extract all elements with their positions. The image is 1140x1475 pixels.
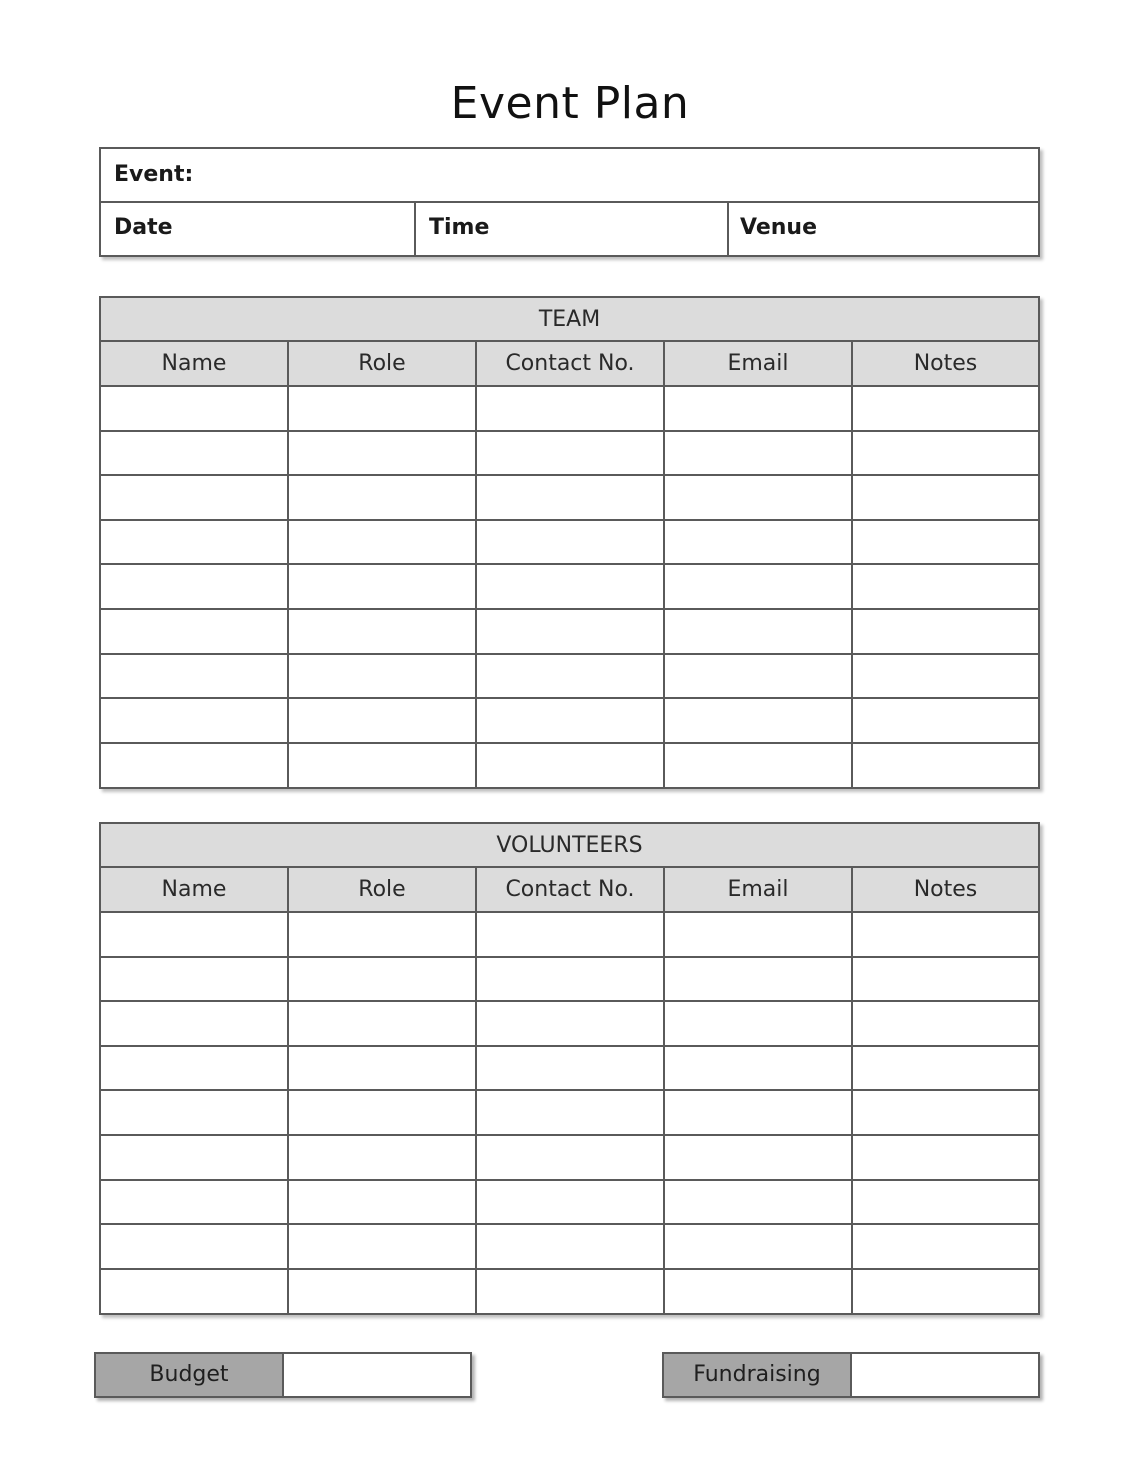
cell-contact[interactable] xyxy=(477,699,665,742)
cell-email[interactable] xyxy=(665,1047,853,1090)
cell-email[interactable] xyxy=(665,1225,853,1268)
column-header-notes: Notes xyxy=(913,877,978,902)
fundraising-field[interactable] xyxy=(852,1354,1038,1396)
cell-name[interactable] xyxy=(101,432,289,475)
event-label: Event: xyxy=(114,162,194,187)
cell-name[interactable] xyxy=(101,958,289,1001)
table-row xyxy=(101,610,1038,655)
cell-notes[interactable] xyxy=(853,565,1038,608)
cell-notes[interactable] xyxy=(853,1225,1038,1268)
column-header-email: Email xyxy=(665,868,853,911)
cell-notes[interactable] xyxy=(853,958,1038,1001)
cell-contact[interactable] xyxy=(477,1136,665,1179)
cell-notes[interactable] xyxy=(853,610,1038,653)
budget-label: Budget xyxy=(96,1354,284,1396)
cell-name[interactable] xyxy=(101,1091,289,1134)
cell-role[interactable] xyxy=(289,958,477,1001)
cell-contact[interactable] xyxy=(477,1225,665,1268)
column-header-role: Role xyxy=(289,342,477,385)
team-header-row xyxy=(101,342,1038,387)
column-header-notes: Notes xyxy=(913,351,978,376)
cell-name[interactable] xyxy=(101,387,289,430)
venue-label: Venue xyxy=(740,215,817,240)
cell-role[interactable] xyxy=(289,1091,477,1134)
cell-email[interactable] xyxy=(665,1136,853,1179)
table-row xyxy=(101,1091,1038,1136)
cell-role[interactable] xyxy=(289,1002,477,1045)
table-row xyxy=(101,1136,1038,1181)
cell-name[interactable] xyxy=(101,655,289,698)
table-row xyxy=(101,1002,1038,1047)
cell-email[interactable] xyxy=(665,958,853,1001)
cell-email[interactable] xyxy=(665,699,853,742)
cell-contact[interactable] xyxy=(477,913,665,956)
cell-name[interactable] xyxy=(101,610,289,653)
team-section-title: TEAM xyxy=(101,298,1038,342)
date-time-venue-row xyxy=(101,203,1038,255)
cell-contact[interactable] xyxy=(477,1047,665,1090)
team-table xyxy=(99,296,1040,789)
cell-contact[interactable] xyxy=(477,1002,665,1045)
cell-name[interactable] xyxy=(101,699,289,742)
cell-name[interactable] xyxy=(101,565,289,608)
cell-email[interactable] xyxy=(665,387,853,430)
cell-notes[interactable] xyxy=(853,387,1038,430)
cell-contact[interactable] xyxy=(477,476,665,519)
cell-notes[interactable] xyxy=(853,913,1038,956)
cell-name[interactable] xyxy=(101,1047,289,1090)
cell-role[interactable] xyxy=(289,610,477,653)
table-row xyxy=(101,387,1038,432)
cell-name[interactable] xyxy=(101,1270,289,1315)
cell-email[interactable] xyxy=(665,913,853,956)
cell-notes[interactable] xyxy=(853,1181,1038,1224)
cell-email[interactable] xyxy=(665,432,853,475)
table-row xyxy=(101,521,1038,566)
cell-role[interactable] xyxy=(289,1270,477,1315)
volunteers-section-title: VOLUNTEERS xyxy=(101,824,1038,868)
table-row xyxy=(101,565,1038,610)
cell-contact[interactable] xyxy=(477,744,665,789)
table-row xyxy=(101,432,1038,477)
cell-role[interactable] xyxy=(289,1225,477,1268)
venue-field[interactable] xyxy=(727,203,1038,255)
cell-contact[interactable] xyxy=(477,958,665,1001)
cell-email[interactable] xyxy=(665,1002,853,1045)
cell-contact[interactable] xyxy=(477,610,665,653)
cell-notes[interactable] xyxy=(853,744,1038,789)
column-header-contact: Contact No. xyxy=(477,868,665,911)
cell-notes[interactable] xyxy=(853,699,1038,742)
table-row xyxy=(101,1270,1038,1315)
cell-role[interactable] xyxy=(289,699,477,742)
cell-notes[interactable] xyxy=(853,655,1038,698)
cell-name[interactable] xyxy=(101,521,289,564)
cell-contact[interactable] xyxy=(477,565,665,608)
cell-notes[interactable] xyxy=(853,1091,1038,1134)
column-header-name: Name xyxy=(101,868,289,911)
volunteers-table xyxy=(99,822,1040,1315)
date-field[interactable] xyxy=(101,203,414,255)
cell-role[interactable] xyxy=(289,913,477,956)
team-rows xyxy=(101,387,1038,788)
cell-contact[interactable] xyxy=(477,1181,665,1224)
cell-name[interactable] xyxy=(101,1136,289,1179)
table-row xyxy=(101,1181,1038,1226)
time-field[interactable] xyxy=(414,203,727,255)
column-header-email: Email xyxy=(665,342,853,385)
cell-email[interactable] xyxy=(665,1091,853,1134)
table-row xyxy=(101,1047,1038,1092)
volunteers-header-row xyxy=(101,868,1038,913)
cell-role[interactable] xyxy=(289,1181,477,1224)
cell-name[interactable] xyxy=(101,744,289,789)
cell-contact[interactable] xyxy=(477,521,665,564)
cell-email[interactable] xyxy=(665,521,853,564)
cell-role[interactable] xyxy=(289,432,477,475)
cell-email[interactable] xyxy=(665,610,853,653)
cell-role[interactable] xyxy=(289,476,477,519)
cell-role[interactable] xyxy=(289,387,477,430)
cell-notes[interactable] xyxy=(853,1047,1038,1090)
column-header-role: Role xyxy=(289,868,477,911)
event-field[interactable] xyxy=(101,149,1038,203)
cell-name[interactable] xyxy=(101,1225,289,1268)
column-header-contact: Contact No. xyxy=(477,342,665,385)
table-row xyxy=(101,1225,1038,1270)
table-row xyxy=(101,655,1038,700)
page-title: Event Plan xyxy=(450,78,690,129)
cell-notes[interactable] xyxy=(853,432,1038,475)
table-row xyxy=(101,913,1038,958)
cell-notes[interactable] xyxy=(853,1136,1038,1179)
time-label: Time xyxy=(429,215,490,240)
cell-name[interactable] xyxy=(101,1002,289,1045)
cell-contact[interactable] xyxy=(477,655,665,698)
cell-role[interactable] xyxy=(289,655,477,698)
cell-name[interactable] xyxy=(101,913,289,956)
table-row xyxy=(101,699,1038,744)
cell-name[interactable] xyxy=(101,476,289,519)
cell-email[interactable] xyxy=(665,655,853,698)
volunteers-rows xyxy=(101,913,1038,1314)
cell-email[interactable] xyxy=(665,476,853,519)
cell-email[interactable] xyxy=(665,744,853,789)
cell-email[interactable] xyxy=(665,1270,853,1315)
budget-box xyxy=(94,1352,472,1398)
table-row xyxy=(101,958,1038,1003)
fundraising-box xyxy=(662,1352,1040,1398)
fundraising-label: Fundraising xyxy=(664,1354,852,1396)
cell-notes[interactable] xyxy=(853,476,1038,519)
cell-email[interactable] xyxy=(665,565,853,608)
cell-contact[interactable] xyxy=(477,387,665,430)
cell-contact[interactable] xyxy=(477,432,665,475)
column-header-name: Name xyxy=(101,342,289,385)
date-label: Date xyxy=(114,215,173,240)
cell-name[interactable] xyxy=(101,1181,289,1224)
cell-notes[interactable] xyxy=(853,1270,1038,1315)
cell-role[interactable] xyxy=(289,744,477,789)
table-row xyxy=(101,744,1038,789)
cell-role[interactable] xyxy=(289,1136,477,1179)
cell-notes[interactable] xyxy=(853,1002,1038,1045)
cell-role[interactable] xyxy=(289,1047,477,1090)
cell-contact[interactable] xyxy=(477,1270,665,1315)
budget-field[interactable] xyxy=(284,1354,470,1396)
cell-email[interactable] xyxy=(665,1181,853,1224)
cell-role[interactable] xyxy=(289,565,477,608)
table-row xyxy=(101,476,1038,521)
cell-role[interactable] xyxy=(289,521,477,564)
event-info-box xyxy=(99,147,1040,257)
cell-notes[interactable] xyxy=(853,521,1038,564)
cell-contact[interactable] xyxy=(477,1091,665,1134)
